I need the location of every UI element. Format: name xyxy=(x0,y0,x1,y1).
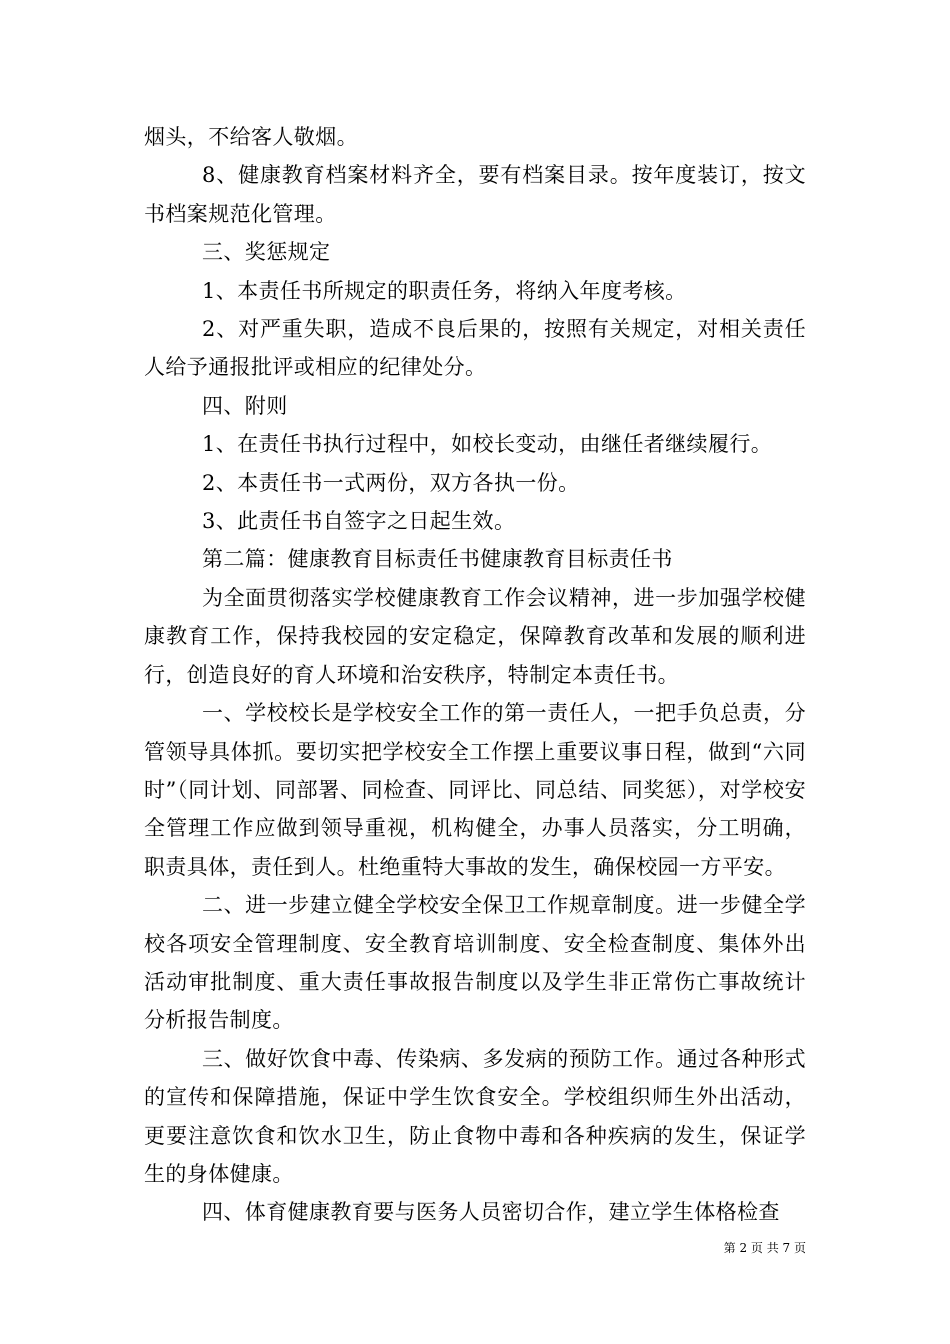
paragraph-section-2: 二、进一步建立健全学校安全保卫工作规章制度。进一步健全学校各项安全管理制度、安全教育培训制度、安全检查制度、集体外出活动审批制度、重大责任事故报告制度以及学生非正常伤亡事故统计分析报告制度。 xyxy=(144,893,806,1033)
paragraph-reward-2: 2、对严重失职，造成不良后果的，按照有关规定，对相关责任人给予通报批评或相应的纪律处分。 xyxy=(144,317,806,380)
paragraph-intro: 为全面贯彻落实学校健康教育工作会议精神，进一步加强学校健康教育工作，保持我校园的安定稳定，保障教育改革和发展的顺利进行，创造良好的育人环境和治安秩序，特制定本责任书。 xyxy=(144,585,806,687)
paragraph-appendix-1: 1、在责任书执行过程中，如校长变动，由继任者继续履行。 xyxy=(202,432,773,457)
chapter-title: 第二篇：健康教育目标责任书健康教育目标责任书 xyxy=(202,547,673,572)
page-number: 第 2 页 共 7 页 xyxy=(723,1241,806,1255)
document-body xyxy=(144,118,806,1232)
paragraph-section-4: 四、体育健康教育要与医务人员密切合作，建立学生体格检查 xyxy=(202,1200,780,1225)
paragraph-continuation: 烟头，不给客人敬烟。 xyxy=(144,125,358,149)
paragraph-appendix-2: 2、本责任书一式两份，双方各执一份。 xyxy=(202,470,580,495)
paragraph-reward-1: 1、本责任书所规定的职责任务，将纳入年度考核。 xyxy=(202,278,687,303)
paragraph-appendix-3: 3、此责任书自签字之日起生效。 xyxy=(202,509,516,534)
section-heading-appendix: 四、附则 xyxy=(202,393,288,418)
paragraph-section-1: 一、学校校长是学校安全工作的第一责任人，一把手负总责，分管领导具体抓。要切实把学校安全工作摆上重要议事日程，做到“六同时”（同计划、同部署、同检查、同评比、同总结、同奖惩），对学校安全管理工作应做到领导重视，机构健全，办事人员落实，分工明确，职责具体，责任到人。杜绝重特大事故的发生，确保校园一方平安。 xyxy=(144,701,806,879)
section-heading-rewards: 三、奖惩规定 xyxy=(202,240,331,265)
paragraph-section-3: 三、做好饮食中毒、传染病、多发病的预防工作。通过各种形式的宣传和保障措施，保证中学生饮食安全。学校组织师生外出活动，更要注意饮食和饮水卫生，防止食物中毒和各种疾病的发生，保证学生的身体健康。 xyxy=(144,1046,806,1186)
paragraph-item-8: 8、健康教育档案材料齐全，要有档案目录。按年度装订，按文书档案规范化管理。 xyxy=(144,163,806,226)
